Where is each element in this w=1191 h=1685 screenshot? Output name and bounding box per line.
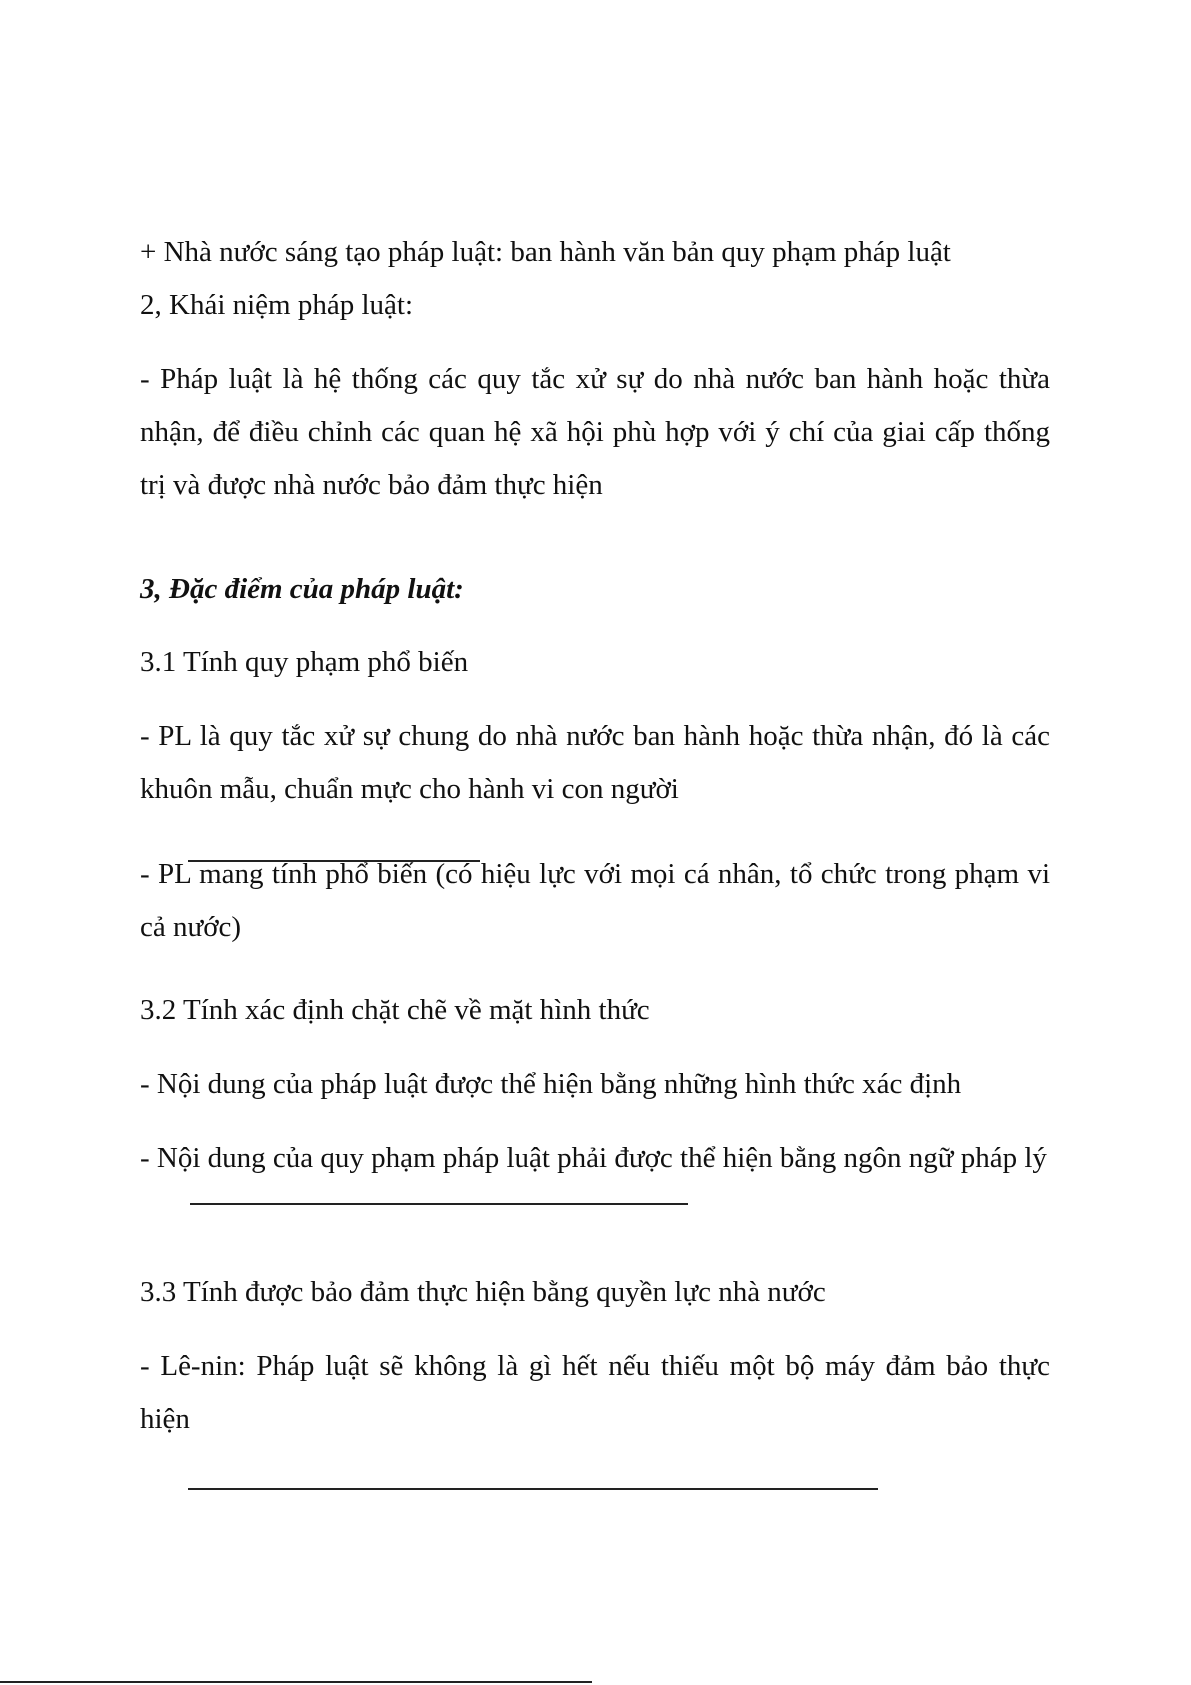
paragraph-legal-language: - Nội dung của quy phạm pháp luật phải được thể hiện bằng ngôn ngữ pháp lý <box>140 1142 1047 1174</box>
paragraph-universal-effect: - PL mang tính phổ biến (có hiệu lực với mọi cá nhân, tổ chức trong phạm vi cả nước) <box>140 858 1050 943</box>
subheading-universal-normativity: 3.1 Tính quy phạm phổ biến <box>140 646 469 678</box>
strike-line <box>190 1203 688 1205</box>
heading-characteristics-of-law: 3, Đặc điểm của pháp luật: <box>140 573 464 605</box>
paragraph-definition-of-law: - Pháp luật là hệ thống các quy tắc xử sự do nhà nước ban hành hoặc thừa nhận, để điều chỉnh các quan hệ xã hội phù hợp với ý chí của giai cấp thống trị và được nhà nước bảo đảm thực hiện <box>140 363 1050 501</box>
strike-line <box>188 860 480 862</box>
subheading-formal-definiteness: 3.2 Tính xác định chặt chẽ về mặt hình thức <box>140 994 650 1026</box>
paragraph-lenin-quote: - Lê-nin: Pháp luật sẽ không là gì hết nếu thiếu một bộ máy đảm bảo thực hiện <box>140 1350 1050 1435</box>
horizontal-rule <box>188 1488 878 1490</box>
subheading-state-enforcement: 3.3 Tính được bảo đảm thực hiện bằng quyền lực nhà nước <box>140 1276 826 1308</box>
paragraph-general-rules: - PL là quy tắc xử sự chung do nhà nước ban hành hoặc thừa nhận, đó là các khuôn mẫu, chuẩn mực cho hành vi con người <box>140 720 1050 805</box>
paragraph-state-creates-law: + Nhà nước sáng tạo pháp luật: ban hành văn bản quy phạm pháp luật <box>140 236 951 268</box>
paragraph-definite-forms: - Nội dung của pháp luật được thể hiện bằng những hình thức xác định <box>140 1068 962 1100</box>
bottom-edge-line <box>0 1681 592 1683</box>
heading-concept-of-law: 2, Khái niệm pháp luật: <box>140 289 414 321</box>
